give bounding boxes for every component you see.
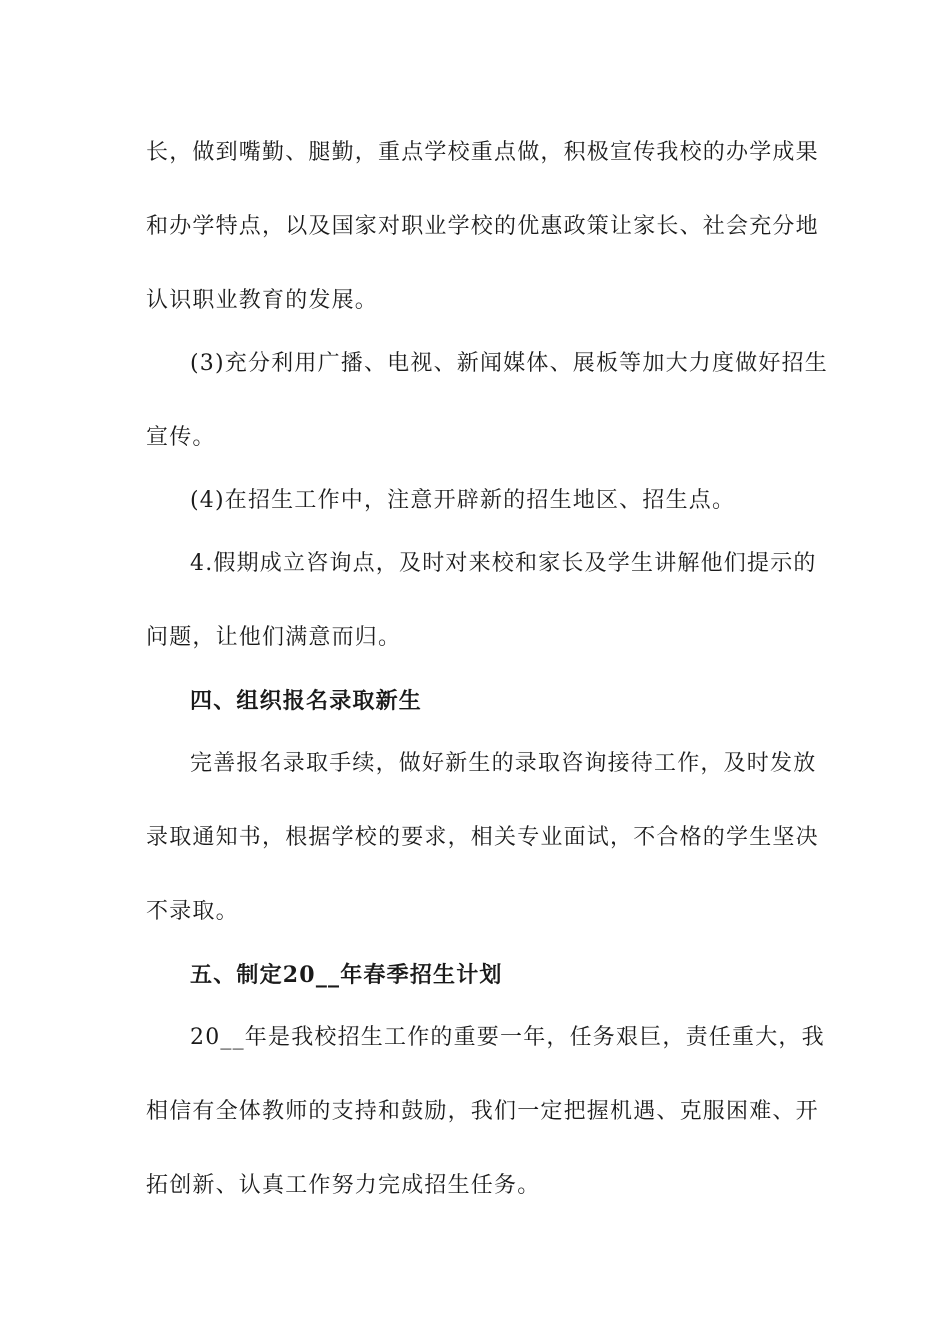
paragraph-line: 问题，让他们满意而归。 [146, 625, 402, 650]
paragraph-line: 录取通知书，根据学校的要求，相关专业面试，不合格的学生坚决 [146, 825, 819, 850]
paragraph-line: 4.假期成立咨询点，及时对来校和家长及学生讲解他们提示的 [190, 551, 817, 576]
paragraph-line: 拓创新、认真工作努力完成招生任务。 [146, 1173, 541, 1198]
section-heading-4: 四、组织报名录取新生 [190, 688, 423, 714]
paragraph-line: 相信有全体教师的支持和鼓励，我们一定把握机遇、克服困难、开 [146, 1099, 819, 1124]
paragraph-line: 不录取。 [146, 899, 239, 924]
paragraph-line: 长，做到嘴勤、腿勤，重点学校重点做，积极宣传我校的办学成果 [146, 140, 819, 165]
paragraph-line: 和办学特点，以及国家对职业学校的优惠政策让家长、社会充分地 [146, 214, 819, 239]
paragraph-line: 完善报名录取手续，做好新生的录取咨询接待工作，及时发放 [190, 751, 817, 776]
paragraph-line: 20__年是我校招生工作的重要一年，任务艰巨，责任重大，我 [190, 1025, 825, 1050]
list-item-3: (3)充分利用广播、电视、新闻媒体、展板等加大力度做好招生 [190, 351, 828, 376]
paragraph-line: 认识职业教育的发展。 [146, 288, 379, 313]
list-item-4: (4)在招生工作中，注意开辟新的招生地区、招生点。 [190, 488, 736, 513]
section-heading-5: 五、制定20__年春季招生计划 [190, 962, 503, 988]
paragraph-line: 宣传。 [146, 425, 216, 450]
